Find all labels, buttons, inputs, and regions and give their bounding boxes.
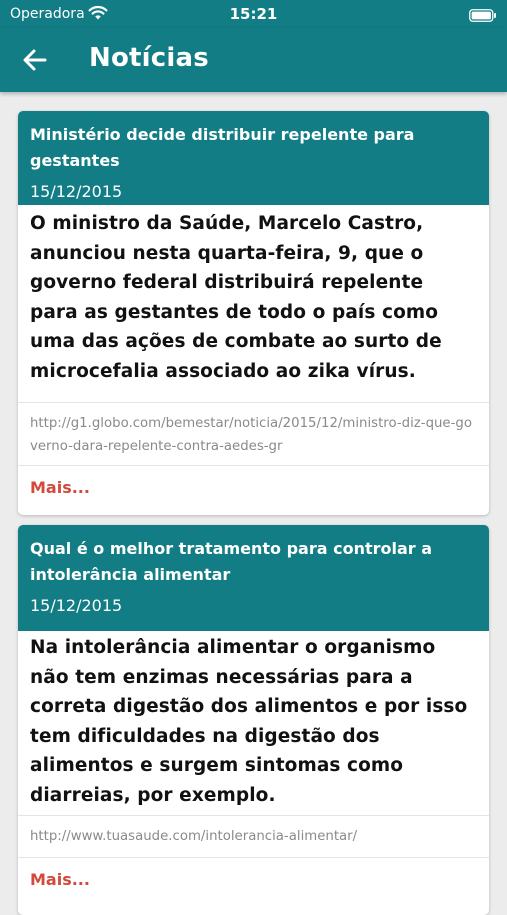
battery-icon bbox=[469, 7, 497, 26]
news-url[interactable]: http://www.tuasaude.com/intolerancia-alimentar/ bbox=[18, 815, 489, 857]
news-date: 15/12/2015 bbox=[30, 182, 123, 201]
status-bar bbox=[0, 0, 507, 28]
news-card bbox=[18, 111, 489, 515]
more-link[interactable]: Mais... bbox=[18, 465, 489, 497]
news-date: 15/12/2015 bbox=[30, 596, 123, 615]
page-title: Notícias bbox=[89, 43, 209, 73]
back-button[interactable] bbox=[18, 44, 52, 76]
more-link[interactable]: Mais... bbox=[18, 857, 489, 889]
news-summary: Na intolerância alimentar o organismo não tem enzimas necessárias para a correta digestão dos alimentos e por isso tem dificuldades na digestão dos alimentos e surgem sintomas como diarreias, por exemplo. bbox=[30, 637, 468, 806]
news-card-header bbox=[18, 525, 489, 631]
news-url[interactable]: http://g1.globo.com/bemestar/noticia/2015/12/ministro-diz-que-governo-dara-repelente-contra-aedes-gr bbox=[18, 402, 489, 465]
news-card-header bbox=[18, 111, 489, 205]
news-summary: O ministro da Saúde, Marcelo Castro, anunciou nesta quarta-feira, 9, que o governo federal distribuirá repelente para as gestantes de todo o país como uma das ações de combate ao surto de microcefalia associado ao zika vírus. bbox=[30, 213, 442, 382]
news-title: Ministério decide distribuir repelente para gestantes bbox=[30, 125, 415, 170]
arrow-left-icon bbox=[18, 61, 52, 80]
app-bar bbox=[0, 28, 507, 92]
carrier-label: Operadora bbox=[10, 6, 85, 22]
news-title: Qual é o melhor tratamento para controlar a intolerância alimentar bbox=[30, 539, 433, 584]
news-card bbox=[18, 525, 489, 915]
clock: 15:21 bbox=[229, 5, 278, 23]
